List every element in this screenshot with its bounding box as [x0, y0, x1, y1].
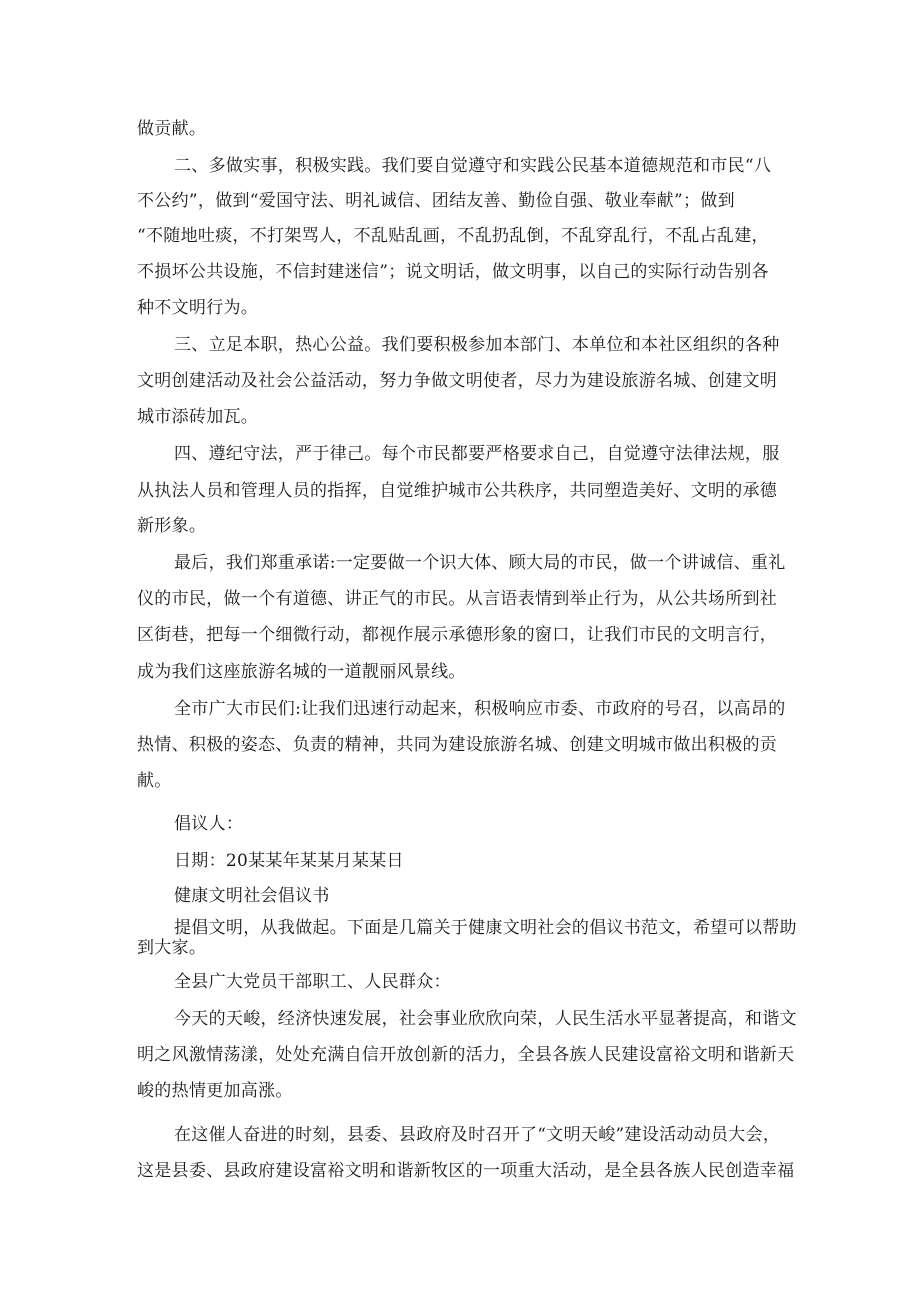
text-line: 全市广大市民们:让我们迅速行动起来，积极响应市委、市政府的号召，以高昂的: [174, 699, 786, 719]
text-line: 种不文明行为。: [137, 298, 259, 318]
text-line: 从执法人员和管理人员的指挥，自觉维护城市公共秩序，共同塑造美好、文明的承德: [137, 481, 778, 501]
text-line: 最后，我们郑重承诺:一定要做一个识大体、顾大局的市民，做一个讲诚信、重礼: [174, 553, 786, 573]
text-line: 区街巷，把每一个细微行动，都视作展示承德形象的窗口，让我们市民的文明言行，: [137, 625, 778, 645]
text-line: 热情、积极的姿态、负责的精神，共同为建设旅游名城、创建文明城市做出积极的贡: [137, 735, 778, 755]
text-line: 明之风激情荡漾，处处充满自信开放创新的活力，全县各族人民建设富裕文明和谐新天: [137, 1045, 795, 1065]
text-line: 四、遵纪守法，严于律己。每个市民都要严格要求自己，自觉遵守法律法规，服: [174, 444, 780, 464]
text-line: 文明创建活动及社会公益活动，努力争做文明使者，尽力为建设旅游名城、创建文明: [137, 371, 778, 391]
text-line: 成为我们这座旅游名城的一道靓丽风景线。: [137, 662, 466, 682]
text-line: 二、多做实事，积极实践。我们要自觉遵守和实践公民基本道德规范和市民“八: [174, 156, 772, 176]
text-line: 到大家。: [137, 938, 207, 958]
text-line: 三、立足本职，热心公益。我们要积极参加本部门、本单位和本社区组织的各种: [174, 335, 780, 355]
text-line: 不公约”，做到“爱国守法、明礼诚信、团结友善、勤俭自强、敬业奉献”；做到: [137, 191, 735, 211]
date-line: 日期：20某某年某某月某某日: [174, 851, 404, 871]
text-line: 峻的热情更加高涨。: [137, 1081, 293, 1101]
text-line: 不损坏公共设施，不信封建迷信”；说文明话，做文明事，以自己的实际行动告别各: [137, 262, 769, 282]
signer-label: 倡议人：: [174, 814, 244, 834]
text-line: 城市添砖加瓦。: [137, 407, 259, 427]
section-title: 健康文明社会倡议书: [174, 886, 330, 906]
text-line: 做贡献。: [137, 119, 207, 139]
salutation: 全县广大党员干部职工、人民群众：: [174, 972, 451, 992]
text-line: 仪的市民，做一个有道德、讲正气的市民。从言语表情到举止行为，从公共场所到社: [137, 589, 778, 609]
text-line: 新形象。: [137, 516, 207, 536]
text-line: 献。: [137, 771, 172, 791]
text-line: 今天的天峻，经济快速发展，社会事业欣欣向荣，人民生活水平显著提高，和谐文: [174, 1009, 797, 1029]
text-line: “不随地吐痰，不打架骂人，不乱贴乱画，不乱扔乱倒，不乱穿乱行，不乱占乱建，: [137, 226, 769, 246]
text-line: 在这催人奋进的时刻，县委、县政府及时召开了“文明天峻”建设活动动员大会，: [174, 1125, 781, 1145]
text-line: 这是县委、县政府建设富裕文明和谐新牧区的一项重大活动，是全县各族人民创造幸福: [137, 1161, 795, 1181]
text-line: 提倡文明，从我做起。下面是几篇关于健康文明社会的倡议书范文，希望可以帮助: [174, 918, 797, 938]
